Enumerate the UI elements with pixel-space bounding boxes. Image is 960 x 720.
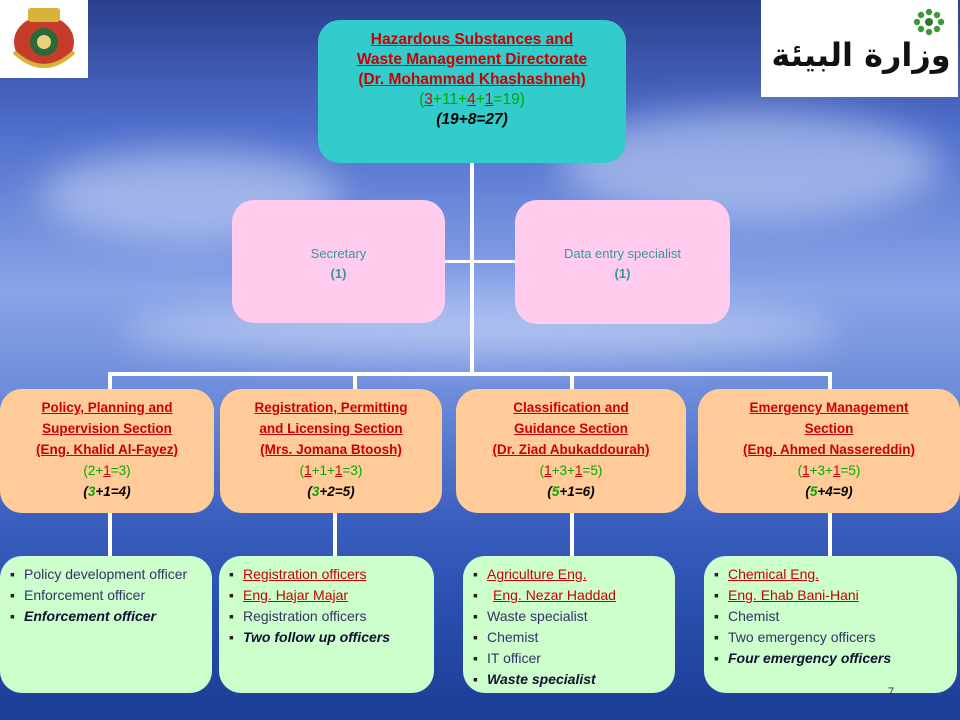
ministry-of-environment-logo bbox=[761, 0, 958, 97]
staff-item: ▪ Eng. Nezar Haddad bbox=[473, 585, 667, 606]
connector-line bbox=[108, 372, 112, 389]
connector-line bbox=[828, 513, 832, 556]
section-box-emergency bbox=[698, 389, 960, 513]
section-title: Emergency Management bbox=[749, 400, 909, 415]
staff-item: ▪ Enforcement officer bbox=[10, 585, 204, 606]
section-title: Registration, Permitting bbox=[254, 400, 408, 415]
section-formula: (2+1=3) bbox=[83, 463, 131, 478]
directorate-title-line2: Waste Management Directorate bbox=[356, 51, 588, 68]
section-box-policy bbox=[0, 389, 214, 513]
page-number: 7 bbox=[888, 686, 895, 698]
section-box-classification bbox=[456, 389, 686, 513]
staff-item: ▪ Enforcement officer bbox=[10, 606, 204, 627]
section-head: (Mrs. Jomana Btoosh) bbox=[260, 442, 402, 457]
section-title: Classification and bbox=[513, 400, 629, 415]
connector-line bbox=[353, 372, 357, 389]
section-head: (Eng. Khalid Al-Fayez) bbox=[35, 442, 178, 457]
staff-item: ▪ Chemical Eng. bbox=[714, 564, 949, 585]
directorate-staff-formula: (3+11+4+1=19) bbox=[419, 91, 525, 108]
connector-line bbox=[108, 372, 832, 376]
staff-item: ▪ Waste specialist bbox=[473, 669, 667, 690]
section-total: (5+4=9) bbox=[805, 484, 853, 499]
staff-item: ▪ Eng. Hajar Majar bbox=[229, 585, 426, 606]
staff-list-registration bbox=[219, 556, 434, 693]
staff-item: ▪ Two follow up officers bbox=[229, 627, 426, 648]
section-title: Section bbox=[804, 421, 854, 436]
section-formula: (1+1+1=3) bbox=[299, 463, 363, 478]
connector-line bbox=[570, 513, 574, 556]
staff-item: ▪ Registration officers bbox=[229, 606, 426, 627]
staff-item: ▪ IT officer bbox=[473, 648, 667, 669]
ministry-logo-text: وزارة البيئة bbox=[771, 36, 951, 74]
staff-item: ▪ Chemist bbox=[714, 606, 949, 627]
connector-line bbox=[108, 513, 112, 556]
staff-item: ▪ Agriculture Eng. bbox=[473, 564, 667, 585]
secretary-count: (1) bbox=[330, 266, 347, 281]
directorate-title-line1: Hazardous Substances and bbox=[370, 31, 574, 48]
secretary-box bbox=[232, 200, 445, 323]
staff-list-policy bbox=[0, 556, 212, 693]
staff-list-emergency bbox=[704, 556, 957, 693]
staff-list-classification bbox=[463, 556, 675, 693]
connector-line bbox=[828, 372, 832, 389]
section-title: Guidance Section bbox=[513, 421, 629, 436]
directorate-box bbox=[318, 20, 626, 163]
staff-item: ▪ Registration officers bbox=[229, 564, 426, 585]
section-formula: (1+3+1=5) bbox=[539, 463, 603, 478]
section-total: (3+1=4) bbox=[83, 484, 131, 499]
directorate-total: (19+8=27) bbox=[436, 111, 508, 128]
background-cloud bbox=[120, 300, 840, 360]
section-title: and Licensing Section bbox=[259, 421, 403, 436]
section-title: Supervision Section bbox=[42, 421, 172, 436]
secretary-label: Secretary bbox=[310, 246, 367, 261]
staff-item: ▪ Policy development officer bbox=[10, 564, 204, 585]
section-box-registration bbox=[220, 389, 442, 513]
section-formula: (1+3+1=5) bbox=[797, 463, 861, 478]
data-entry-label: Data entry specialist bbox=[563, 246, 682, 261]
jordan-emblem-logo bbox=[0, 0, 88, 78]
section-total: (3+2=5) bbox=[307, 484, 355, 499]
section-head: (Eng. Ahmed Nassereddin) bbox=[742, 442, 916, 457]
staff-item: ▪ Four emergency officers bbox=[714, 648, 949, 669]
data-entry-box bbox=[515, 200, 730, 324]
staff-item: ▪ Eng. Ehab Bani-Hani bbox=[714, 585, 949, 606]
data-entry-count: (1) bbox=[614, 266, 631, 281]
connector-line bbox=[470, 163, 474, 375]
staff-item: ▪ Chemist bbox=[473, 627, 667, 648]
section-title: Policy, Planning and bbox=[41, 400, 173, 415]
directorate-head: (Dr. Mohammad Khashashneh) bbox=[358, 71, 586, 88]
connector-line bbox=[445, 260, 515, 263]
section-total: (5+1=6) bbox=[547, 484, 595, 499]
connector-line bbox=[333, 513, 337, 556]
connector-line bbox=[570, 372, 574, 389]
section-head: (Dr. Ziad Abukaddourah) bbox=[492, 442, 650, 457]
staff-item: ▪ Waste specialist bbox=[473, 606, 667, 627]
staff-item: ▪ Two emergency officers bbox=[714, 627, 949, 648]
